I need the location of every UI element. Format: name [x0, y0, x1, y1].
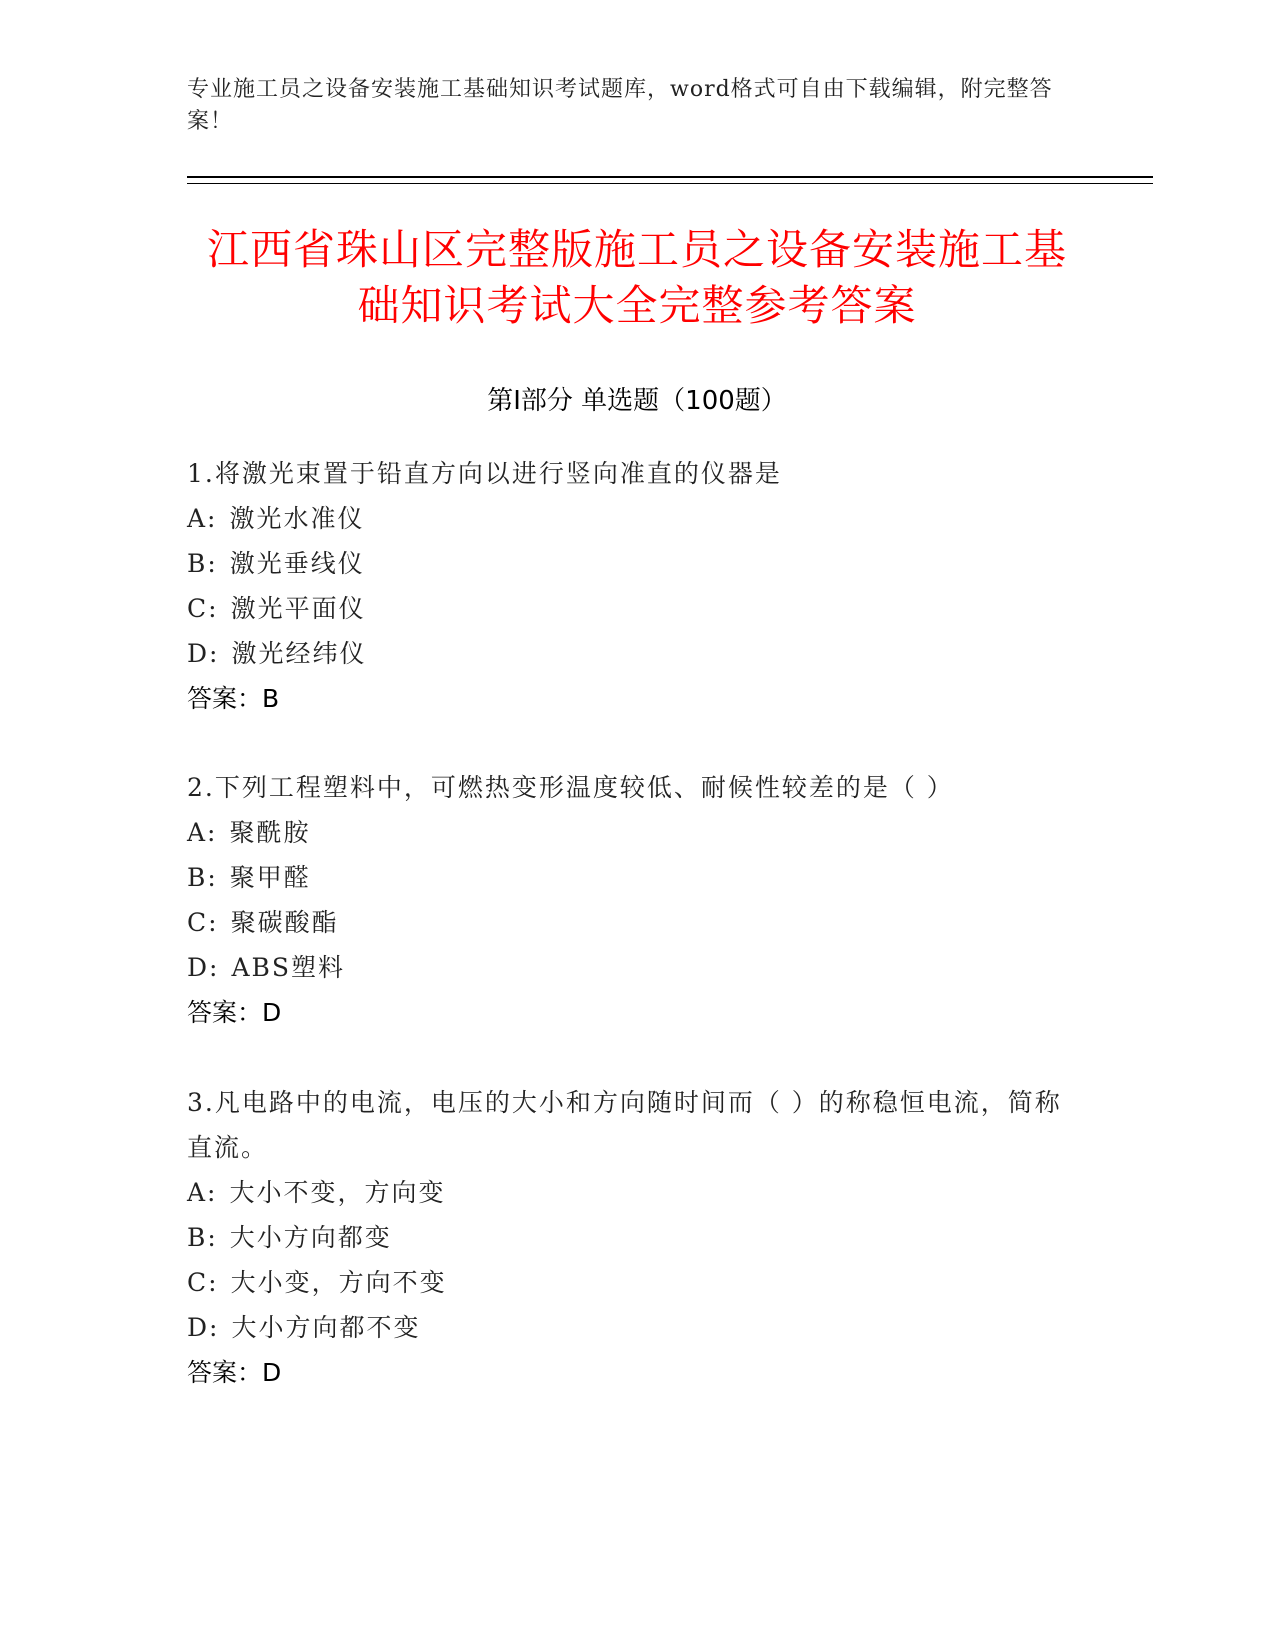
option-label: D:	[187, 953, 220, 982]
option-label: B:	[187, 863, 218, 892]
option-label: B:	[187, 1223, 218, 1252]
option-text: 大小不变，方向变	[229, 1178, 446, 1207]
option-label: D:	[187, 639, 220, 668]
question-stem: 2.下列工程塑料中，可燃热变形温度较低、耐候性较差的是（ ）	[187, 773, 954, 802]
answer-line	[187, 990, 1087, 1035]
answer-label: 答案：	[187, 1358, 263, 1387]
option-label: A:	[187, 1178, 218, 1207]
question-stem: 3.凡电路中的电流，电压的大小和方向随时间而（ ）的称稳恒电流，简称直流。	[187, 1088, 1062, 1162]
question-stem: 1.将激光束置于铅直方向以进行竖向准直的仪器是	[187, 459, 782, 488]
answer-value: D	[262, 998, 282, 1027]
answer-value: D	[262, 1358, 282, 1387]
option-c	[187, 586, 1087, 631]
question-2	[187, 765, 1087, 1035]
header-note: 专业施工员之设备安装施工基础知识考试题库，word格式可自由下载编辑，附完整答案！	[187, 77, 1053, 134]
answer-line	[187, 676, 1087, 721]
option-b	[187, 1215, 1087, 1260]
question-3	[187, 1080, 1087, 1395]
section-title: 第Ⅰ部分 单选题（100题）	[487, 386, 787, 416]
document-title: 江西省珠山区完整版施工员之设备安装施工基础知识考试大全完整参考答案	[206, 225, 1067, 330]
option-c	[187, 900, 1087, 945]
option-text: 聚酰胺	[229, 818, 311, 847]
option-a	[187, 496, 1087, 541]
option-a	[187, 1170, 1087, 1215]
answer-line	[187, 1350, 1087, 1395]
option-text: 激光水准仪	[229, 504, 365, 533]
option-text: 大小变，方向不变	[230, 1268, 447, 1297]
answer-label: 答案：	[187, 998, 263, 1027]
option-d	[187, 945, 1087, 990]
header-rule-thin	[187, 183, 1153, 184]
option-label: D:	[187, 1313, 220, 1342]
option-label: A:	[187, 504, 218, 533]
answer-value: B	[262, 684, 280, 713]
option-b	[187, 541, 1087, 586]
option-text: 激光平面仪	[230, 594, 366, 623]
option-text: 大小方向都变	[229, 1223, 392, 1252]
option-a	[187, 810, 1087, 855]
option-text: 激光经纬仪	[231, 639, 367, 668]
header-rule-thick	[187, 176, 1153, 178]
option-text: 激光垂线仪	[229, 549, 365, 578]
option-text: 聚甲醛	[229, 863, 311, 892]
option-text: 大小方向都不变	[231, 1313, 421, 1342]
option-label: C:	[187, 594, 219, 623]
option-d	[187, 1305, 1087, 1350]
option-text: 聚碳酸酯	[230, 908, 339, 937]
option-b	[187, 855, 1087, 900]
option-c	[187, 1260, 1087, 1305]
option-label: C:	[187, 1268, 219, 1297]
option-label: C:	[187, 908, 219, 937]
option-label: B:	[187, 549, 218, 578]
question-1	[187, 451, 1087, 721]
option-text: ABS塑料	[231, 953, 346, 982]
answer-label: 答案：	[187, 684, 263, 713]
option-label: A:	[187, 818, 218, 847]
option-d	[187, 631, 1087, 676]
